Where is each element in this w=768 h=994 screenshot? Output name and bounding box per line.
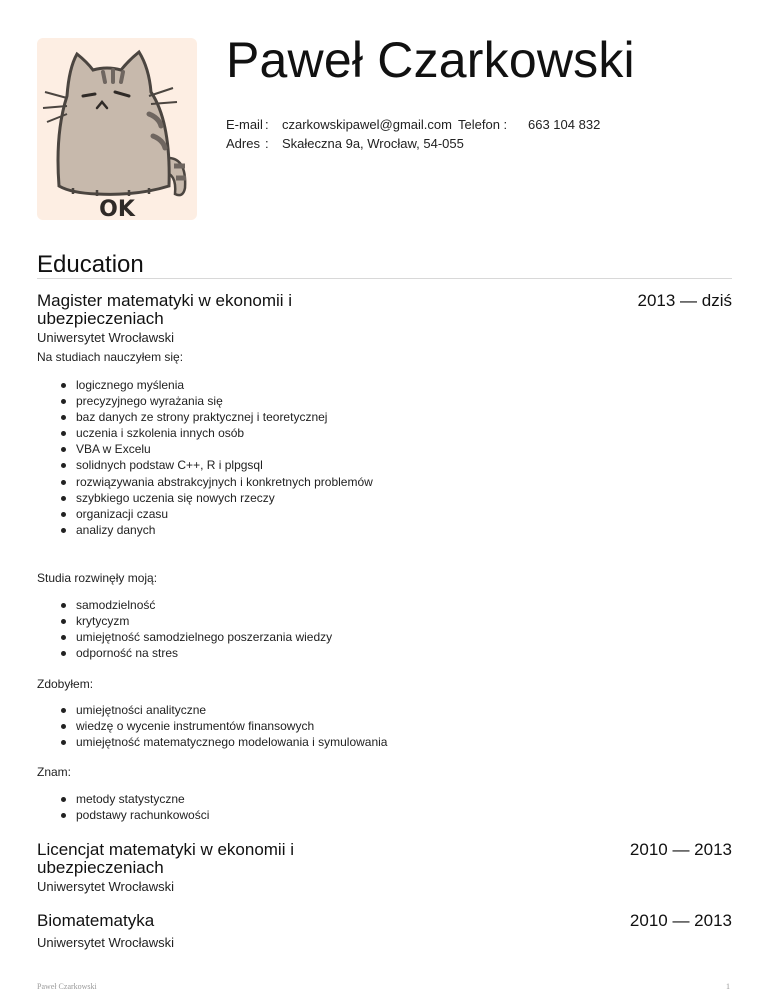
list-item: solidnych podstaw C++, R i plpgsql — [37, 457, 373, 473]
separator: : — [265, 117, 269, 132]
page-title: Paweł Czarkowski — [226, 32, 635, 88]
list-item: krytycyzm — [37, 613, 332, 629]
address-label: Adres — [226, 136, 260, 151]
email-value[interactable]: czarkowskipawel@gmail.com — [282, 117, 452, 132]
footer-author: Paweł Czarkowski — [37, 982, 97, 991]
list-item: organizacji czasu — [37, 506, 373, 522]
avatar-caption: OK — [99, 197, 135, 220]
entry-title — [37, 912, 154, 930]
list-item: precyzyjnego wyrażania się — [37, 393, 373, 409]
address-value: Skałeczna 9a, Wrocław, 54-055 — [282, 136, 464, 151]
entry-title-line: Magister matematyki w ekonomii i — [37, 291, 293, 310]
gained-list — [37, 702, 387, 750]
known-list — [37, 791, 209, 823]
phone-value: 663 104 832 — [528, 117, 601, 132]
separator: : — [265, 136, 269, 151]
entry-title — [37, 841, 294, 877]
avatar — [37, 38, 197, 220]
contact-info — [226, 117, 600, 155]
list-item: analizy danych — [37, 522, 373, 538]
learned-intro: Na studiach nauczyłem się: — [37, 350, 184, 364]
entry-date: 2010 — 2013 — [629, 911, 732, 930]
pusheen-cat-icon — [37, 38, 197, 220]
email-label: E-mail — [226, 117, 263, 132]
entry-title-line: ubezpieczeniach — [37, 858, 164, 877]
list-item: baz danych ze strony praktycznej i teoretycznej — [37, 409, 373, 425]
list-item: wiedzę o wycenie instrumentów finansowych — [37, 718, 387, 734]
list-item: uczenia i szkolenia innych osób — [37, 425, 373, 441]
developed-list — [37, 597, 332, 661]
list-item: VBA w Excelu — [37, 441, 373, 457]
list-item: umiejętność samodzielnego poszerzania wiedzy — [37, 629, 332, 645]
entry-school: Uniwersytet Wrocławski — [37, 879, 175, 894]
developed-intro: Studia rozwinęły moją: — [37, 571, 158, 585]
entry-title-line: Licencjat matematyki w ekonomii i — [37, 840, 294, 859]
entry-date: 2013 — dziś — [637, 291, 732, 310]
entry-date: 2010 — 2013 — [629, 840, 732, 859]
list-item: samodzielność — [37, 597, 332, 613]
entry-title-line: Biomatematyka — [37, 911, 155, 930]
section-divider — [37, 278, 732, 279]
learned-list — [37, 377, 373, 538]
list-item: umiejętności analityczne — [37, 702, 387, 718]
list-item: metody statystyczne — [37, 791, 209, 807]
entry-title-line: ubezpieczeniach — [37, 309, 164, 328]
list-item: podstawy rachunkowości — [37, 807, 209, 823]
known-intro: Znam: — [37, 765, 72, 779]
list-item: rozwiązywania abstrakcyjnych i konkretnych problemów — [37, 474, 373, 490]
entry-school: Uniwersytet Wrocławski — [37, 935, 175, 950]
footer-page-number: 1 — [726, 982, 730, 991]
list-item: odporność na stres — [37, 645, 332, 661]
list-item: logicznego myślenia — [37, 377, 373, 393]
list-item: szybkiego uczenia się nowych rzeczy — [37, 490, 373, 506]
list-item: umiejętność matematycznego modelowania i symulowania — [37, 734, 387, 750]
entry-title — [37, 292, 292, 328]
entry-school: Uniwersytet Wrocławski — [37, 330, 175, 345]
phone-label: Telefon : — [458, 117, 508, 132]
gained-intro: Zdobyłem: — [37, 677, 94, 691]
section-title-education: Education — [37, 251, 144, 278]
